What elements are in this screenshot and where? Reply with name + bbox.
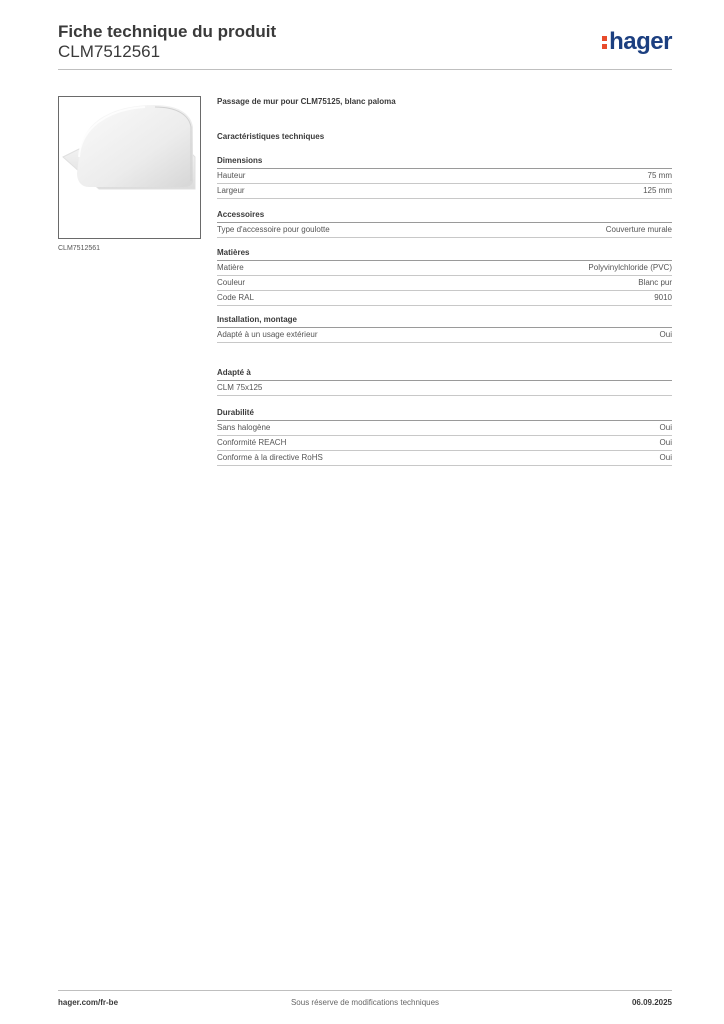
section-title: Adapté à (217, 366, 672, 381)
header-divider (58, 69, 672, 70)
spec-label: Largeur (217, 186, 245, 195)
footer-date: 06.09.2025 (631, 998, 672, 1007)
characteristics-title: Caractéristiques techniques (217, 132, 325, 141)
section-durabilite (217, 406, 672, 466)
footer-disclaimer: Sous réserve de modifications techniques (290, 998, 440, 1007)
spec-row (217, 451, 672, 466)
spec-label: Type d'accessoire pour goulotte (217, 225, 330, 234)
page-footer (58, 998, 672, 1012)
section-title: Matières (217, 246, 672, 261)
spec-label: Code RAL (217, 293, 254, 302)
section-accessoires (217, 208, 672, 238)
spec-value: Oui (659, 453, 672, 462)
spec-value: Oui (659, 423, 672, 432)
spec-value: 125 mm (643, 186, 672, 195)
spec-row (217, 328, 672, 343)
footer-divider (58, 990, 672, 991)
image-caption: CLM7512561 (58, 245, 101, 252)
logo-text: hager (609, 28, 672, 55)
hager-logo (602, 28, 672, 56)
spec-label: Couleur (217, 278, 246, 287)
spec-value: 9010 (654, 293, 672, 302)
page-header (58, 22, 672, 68)
spec-label: Hauteur (217, 171, 246, 180)
spec-value: Polyvinylchloride (PVC) (588, 263, 672, 272)
spec-label: Conforme à la directive RoHS (217, 453, 323, 462)
page-title: Fiche technique du produit (58, 22, 277, 41)
spec-content (217, 96, 672, 462)
spec-row (217, 291, 672, 306)
section-matieres (217, 246, 672, 306)
spec-value: Couverture murale (605, 225, 672, 234)
website-link[interactable]: hager.com/fr-be (58, 998, 119, 1007)
logo-dots-icon (602, 34, 608, 50)
spec-row (217, 421, 672, 436)
section-dimensions (217, 154, 672, 199)
spec-label: CLM 75x125 (217, 383, 263, 392)
spec-value: Oui (659, 330, 672, 339)
spec-row (217, 184, 672, 199)
wall-passage-product-icon (59, 97, 200, 238)
spec-row (217, 169, 672, 184)
spec-row (217, 223, 672, 238)
product-reference: CLM7512561 (58, 42, 161, 61)
spec-value: Oui (659, 438, 672, 447)
spec-label: Conformité REACH (217, 438, 287, 447)
spec-row (217, 276, 672, 291)
spec-label: Matière (217, 263, 244, 272)
spec-row (217, 261, 672, 276)
product-image (58, 96, 201, 239)
section-title: Dimensions (217, 154, 672, 169)
spec-label: Sans halogène (217, 423, 271, 432)
section-title: Durabilité (217, 406, 672, 421)
section-adapte (217, 366, 672, 396)
spec-row (217, 436, 672, 451)
spec-value: Blanc pur (638, 278, 672, 287)
spec-row (217, 381, 672, 396)
section-title: Installation, montage (217, 313, 672, 328)
product-description: Passage de mur pour CLM75125, blanc paloma (217, 97, 396, 106)
section-title: Accessoires (217, 208, 672, 223)
spec-label: Adapté à un usage extérieur (217, 330, 318, 339)
section-installation (217, 313, 672, 343)
spec-value: 75 mm (647, 171, 672, 180)
